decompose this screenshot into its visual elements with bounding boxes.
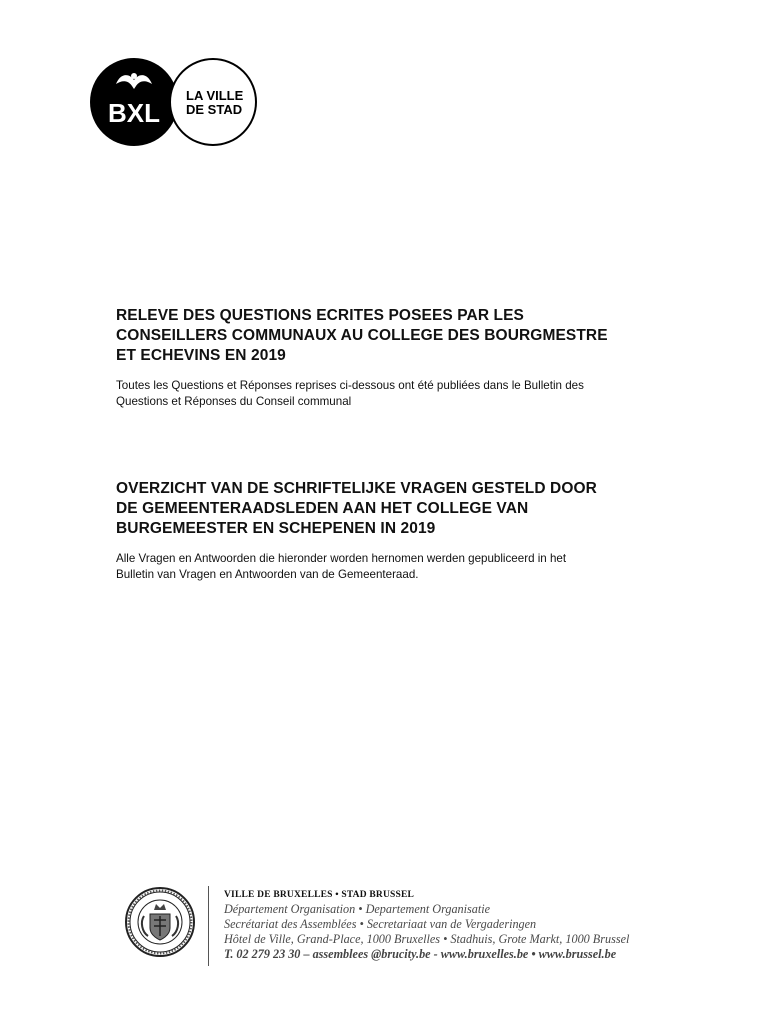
bxl-logo-graphic [88, 56, 260, 148]
section-french [116, 306, 676, 410]
logo-tagline-line2: DE STAD [186, 102, 243, 117]
footer [118, 884, 718, 968]
footer-contact: T. 02 279 23 30 – assemblees @brucity.be - www.bruxelles.be • www.brussel.be [224, 947, 617, 961]
section-body-french: Toutes les Questions et Réponses reprises ci-dessous ont été publiées dans le Bulletin des Questions et Réponses du Conseil communal [116, 379, 584, 408]
section-title-dutch: OVERZICHT VAN DE SCHRIFTELIJKE VRAGEN GESTELD DOOR DE GEMEENTERAADSLEDEN AAN HET COLLEGE VAN BURGEMEESTER EN SCHEPENEN IN 2019 [116, 480, 597, 537]
section-title-french: RELEVE DES QUESTIONS ECRITES POSEES PAR LES CONSEILLERS COMMUNAUX AU COLLEGE DES BOURGMESTRE ET ECHEVINS EN 2019 [116, 307, 608, 364]
footer-heading: VILLE DE BRUXELLES • STAD BRUSSEL [224, 890, 415, 900]
section-body-dutch: Alle Vragen en Antwoorden die hieronder worden hernomen werden gepubliceerd in het Bulletin van Vragen en Antwoorden van de Gemeenteraad. [116, 552, 567, 581]
footer-address: Hôtel de Ville, Grand-Place, 1000 Bruxelles • Stadhuis, Grote Markt, 1000 Brussel [224, 932, 630, 946]
section-dutch [116, 479, 676, 583]
footer-address-block [224, 888, 629, 962]
footer-secretariat: Secrétariat des Assemblées • Secretariaat van de Vergaderingen [224, 917, 537, 931]
footer-department: Département Organisation • Departement Organisatie [224, 902, 491, 916]
bxl-logo [88, 56, 260, 148]
city-seal-icon [124, 886, 196, 958]
logo-mark: BXL [108, 98, 160, 128]
logo-tagline-line1: LA VILLE [186, 88, 244, 103]
footer-divider [208, 886, 209, 966]
